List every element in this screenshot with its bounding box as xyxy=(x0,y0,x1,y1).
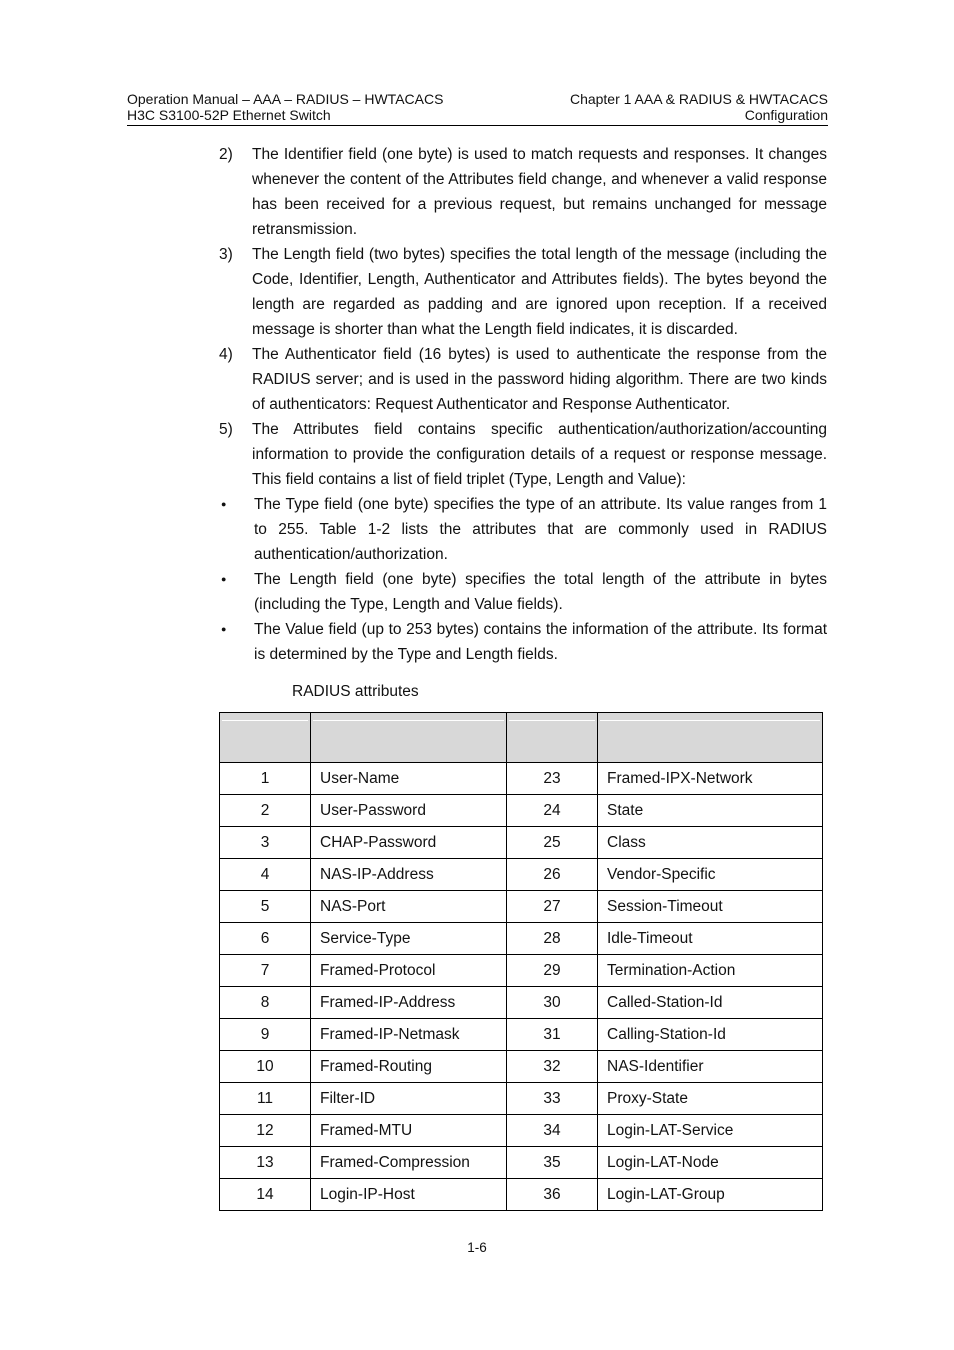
attribute-name: User-Name xyxy=(311,763,507,795)
item-text: The Type field (one byte) specifies the type of an attribute. Its value ranges from 1 to 255. Table 1-2 lists the attributes that are commonly used in RADIUS authentication/authorization. xyxy=(254,496,827,563)
table-row xyxy=(220,1019,823,1051)
item-text: The Authenticator field (16 bytes) is used to authenticate the response from the RADIUS server; and is used in the password hiding algorithm. There are two kinds of authenticators: Request Authenticator and Response Authenticator. xyxy=(252,346,827,413)
section-name: Configuration xyxy=(744,107,828,123)
attribute-name: Login-LAT-Node xyxy=(598,1147,823,1179)
table-row xyxy=(220,827,823,859)
table-row xyxy=(220,1147,823,1179)
attribute-name: Login-IP-Host xyxy=(311,1179,507,1211)
attribute-name: Proxy-State xyxy=(598,1083,823,1115)
bullet-item xyxy=(219,492,827,567)
attribute-number: 3 xyxy=(220,827,311,859)
item-text: The Length field (one byte) specifies the total length of the attribute in bytes (including the Type, Length and Value fields). xyxy=(254,571,827,613)
table-caption: RADIUS attributes xyxy=(292,683,419,700)
attribute-number: 10 xyxy=(220,1051,311,1083)
attribute-number: 6 xyxy=(220,923,311,955)
attribute-name: Framed-Compression xyxy=(311,1147,507,1179)
attribute-name: Framed-IP-Netmask xyxy=(311,1019,507,1051)
attribute-name: User-Password xyxy=(311,795,507,827)
numbered-item xyxy=(219,417,827,492)
attribute-name: Filter-ID xyxy=(311,1083,507,1115)
numbered-list xyxy=(219,142,827,492)
attribute-name: Framed-MTU xyxy=(311,1115,507,1147)
table-row xyxy=(220,1051,823,1083)
attribute-name: State xyxy=(598,795,823,827)
attribute-number: 35 xyxy=(507,1147,598,1179)
attribute-number: 11 xyxy=(220,1083,311,1115)
attribute-number: 29 xyxy=(507,955,598,987)
attribute-number: 34 xyxy=(507,1115,598,1147)
attribute-number: 12 xyxy=(220,1115,311,1147)
bullet-marker: ● xyxy=(221,574,227,584)
table-row xyxy=(220,763,823,795)
table-row xyxy=(220,987,823,1019)
attribute-number: 30 xyxy=(507,987,598,1019)
page-number: 1-6 xyxy=(467,1240,487,1255)
bullet-marker: ● xyxy=(221,499,227,509)
attribute-number: 23 xyxy=(507,763,598,795)
attribute-name: Session-Timeout xyxy=(598,891,823,923)
attribute-number: 26 xyxy=(507,859,598,891)
attribute-number: 25 xyxy=(507,827,598,859)
item-number: 2) xyxy=(219,146,233,163)
attribute-number: 27 xyxy=(507,891,598,923)
bullet-item xyxy=(219,617,827,667)
attribute-number: 36 xyxy=(507,1179,598,1211)
attribute-number: 31 xyxy=(507,1019,598,1051)
chapter-title: Chapter 1 AAA & RADIUS & HWTACACS xyxy=(569,91,828,107)
item-text: The Length field (two bytes) specifies the total length of the message (including the Code, Identifier, Length, Authenticator and Attributes fields). The bytes beyond the length are regarded as padding and are ignored upon reception. If a received message is shorter than what the Length field indicates, it is discarded. xyxy=(252,246,827,338)
attribute-name: Framed-Routing xyxy=(311,1051,507,1083)
attribute-number: 2 xyxy=(220,795,311,827)
table-row xyxy=(220,923,823,955)
radius-attributes-table xyxy=(219,712,823,1211)
table-row xyxy=(220,955,823,987)
item-number: 5) xyxy=(219,421,233,438)
attribute-name: Service-Type xyxy=(311,923,507,955)
attribute-number: 8 xyxy=(220,987,311,1019)
header-right xyxy=(570,91,828,123)
table-row xyxy=(220,795,823,827)
attribute-number: 1 xyxy=(220,763,311,795)
bullet-item xyxy=(219,567,827,617)
attribute-number: 14 xyxy=(220,1179,311,1211)
bullet-list xyxy=(219,492,827,667)
header-cell xyxy=(220,713,311,763)
attribute-number: 7 xyxy=(220,955,311,987)
attribute-number: 32 xyxy=(507,1051,598,1083)
numbered-item xyxy=(219,342,827,417)
attribute-name: Calling-Station-Id xyxy=(598,1019,823,1051)
attribute-number: 24 xyxy=(507,795,598,827)
header-left xyxy=(127,91,443,123)
item-text: The Value field (up to 253 bytes) contains the information of the attribute. Its format is determined by the Type and Length fields. xyxy=(254,621,827,663)
attribute-name: Class xyxy=(598,827,823,859)
table-body xyxy=(220,763,823,1211)
attribute-number: 13 xyxy=(220,1147,311,1179)
table-row xyxy=(220,859,823,891)
attribute-number: 4 xyxy=(220,859,311,891)
attribute-name: Framed-Protocol xyxy=(311,955,507,987)
body-text xyxy=(219,142,827,667)
attribute-number: 5 xyxy=(220,891,311,923)
table-row xyxy=(220,1179,823,1211)
attribute-name: CHAP-Password xyxy=(311,827,507,859)
attribute-number: 9 xyxy=(220,1019,311,1051)
table-row xyxy=(220,891,823,923)
item-number: 3) xyxy=(219,246,233,263)
attribute-name: Login-LAT-Group xyxy=(598,1179,823,1211)
numbered-item xyxy=(219,142,827,242)
numbered-item xyxy=(219,242,827,342)
table-header-row xyxy=(220,713,823,763)
attribute-number: 33 xyxy=(507,1083,598,1115)
item-number: 4) xyxy=(219,346,233,363)
header-cell xyxy=(507,713,598,763)
table-row xyxy=(220,1115,823,1147)
item-text: The Identifier field (one byte) is used to match requests and responses. It changes whenever the content of the Attributes field change, and whenever a valid response has been received for a previous request, but remains unchanged for message retransmission. xyxy=(252,146,827,238)
attribute-name: Vendor-Specific xyxy=(598,859,823,891)
header-cell xyxy=(311,713,507,763)
attribute-name: Framed-IPX-Network xyxy=(598,763,823,795)
attribute-number: 28 xyxy=(507,923,598,955)
header-cell xyxy=(598,713,823,763)
attribute-name: Framed-IP-Address xyxy=(311,987,507,1019)
page-header xyxy=(127,91,828,126)
attribute-name: NAS-Identifier xyxy=(598,1051,823,1083)
manual-title: Operation Manual – AAA – RADIUS – HWTACACS xyxy=(127,91,444,107)
attribute-name: Called-Station-Id xyxy=(598,987,823,1019)
item-text: The Attributes field contains specific authentication/authorization/accounting information to provide the configuration details of a request or response message. This field contains a list of field triplet (Type, Length and Value): xyxy=(252,421,827,488)
attribute-name: NAS-Port xyxy=(311,891,507,923)
attribute-name: Login-LAT-Service xyxy=(598,1115,823,1147)
attribute-name: Termination-Action xyxy=(598,955,823,987)
product-name: H3C S3100-52P Ethernet Switch xyxy=(127,107,331,123)
table-row xyxy=(220,1083,823,1115)
attribute-name: Idle-Timeout xyxy=(598,923,823,955)
bullet-marker: ● xyxy=(221,624,227,634)
attribute-name: NAS-IP-Address xyxy=(311,859,507,891)
